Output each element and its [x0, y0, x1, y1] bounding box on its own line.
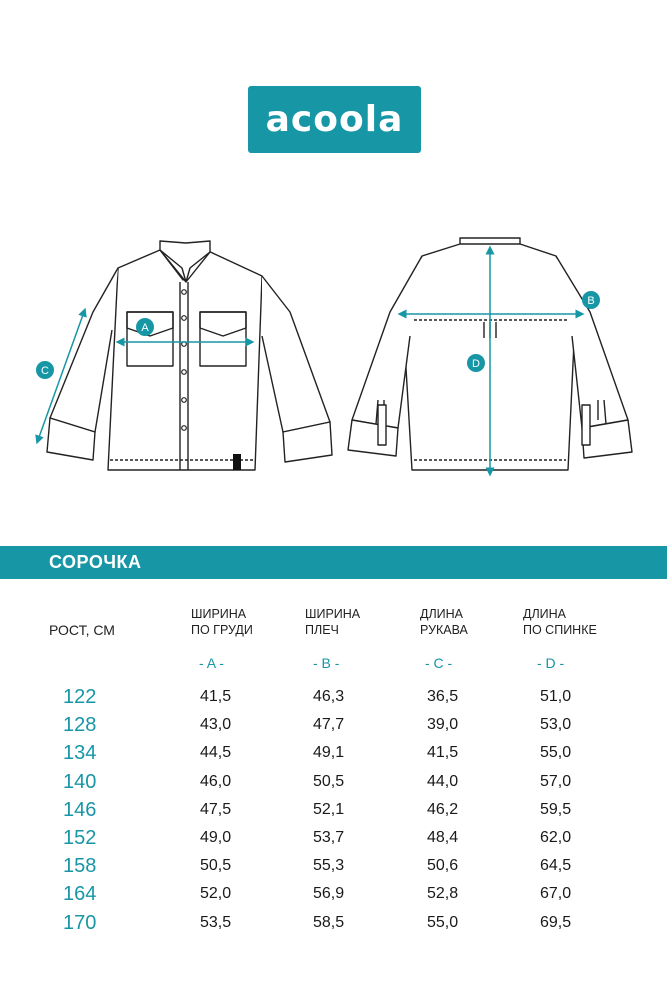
column-header-chest — [191, 606, 253, 638]
value-cell: 52,8 — [427, 885, 459, 903]
shirt-front-view — [47, 241, 332, 470]
badge-c-label: C — [41, 365, 49, 377]
value-cell: 58,5 — [313, 913, 345, 931]
section-title: СОРОЧКА — [49, 552, 142, 572]
badge-a-label: A — [141, 322, 149, 334]
value-cell: 44,0 — [427, 772, 459, 790]
column-code-a: - A - — [199, 655, 224, 671]
value-cell: 36,5 — [427, 688, 459, 705]
value-cell: 59,5 — [540, 800, 572, 818]
value-cell: 46,2 — [427, 800, 459, 818]
size-cell: 170 — [63, 911, 97, 934]
value-cell: 41,5 — [200, 688, 232, 705]
value-cell: 47,7 — [313, 716, 345, 734]
column-code-b: - B - — [313, 655, 340, 671]
column-header-line2: ПЛЕЧ — [305, 623, 339, 637]
value-cell: 52,1 — [313, 800, 345, 818]
value-cell: 55,0 — [540, 744, 572, 762]
column-header-line1: ДЛИНА — [420, 607, 464, 621]
column-header-line2: ПО ГРУДИ — [191, 623, 253, 637]
value-cell: 49,1 — [313, 744, 345, 762]
value-cell: 39,0 — [427, 716, 459, 734]
badge-b-label: B — [587, 295, 595, 307]
column-header-line2: ПО СПИНКЕ — [523, 623, 597, 637]
brand-logo — [248, 86, 421, 153]
size-column — [63, 683, 96, 937]
value-cell: 44,5 — [200, 744, 232, 762]
garment-drawings — [0, 225, 667, 495]
column-code-d: - D - — [537, 655, 565, 671]
back-length-column — [540, 683, 571, 937]
value-cell: 51,0 — [540, 688, 572, 705]
value-cell: 53,7 — [313, 828, 345, 846]
value-cell: 46,0 — [200, 772, 232, 790]
sleeve-length-column — [427, 683, 458, 937]
column-header-sleeve — [420, 606, 468, 638]
value-cell: 50,6 — [427, 857, 459, 875]
shoulder-width-column — [313, 683, 344, 937]
size-cell: 164 — [63, 883, 97, 906]
value-cell: 69,5 — [540, 913, 572, 931]
value-cell: 57,0 — [540, 772, 572, 790]
value-cell: 50,5 — [200, 857, 232, 875]
value-cell: 56,9 — [313, 885, 345, 903]
size-cell: 152 — [63, 826, 97, 849]
column-header-line1: ШИРИНА — [305, 607, 361, 621]
column-code-c: - C - — [425, 655, 453, 671]
value-cell: 55,0 — [427, 913, 459, 931]
chest-width-column — [200, 683, 231, 937]
size-cell: 134 — [63, 742, 97, 765]
value-cell: 67,0 — [540, 885, 572, 903]
value-cell: 53,5 — [200, 913, 232, 931]
size-cell: 128 — [63, 714, 97, 737]
value-cell: 46,3 — [313, 688, 345, 705]
value-cell: 52,0 — [200, 885, 232, 903]
value-cell: 64,5 — [540, 857, 572, 875]
column-header-line1: ШИРИНА — [191, 607, 247, 621]
value-cell: 47,5 — [200, 800, 232, 818]
column-header-back-length — [523, 606, 597, 638]
value-cell: 53,0 — [540, 716, 572, 734]
value-cell: 49,0 — [200, 828, 232, 846]
value-cell: 48,4 — [427, 828, 459, 846]
value-cell: 50,5 — [313, 772, 345, 790]
value-cell: 43,0 — [200, 716, 232, 734]
badge-d-label: D — [472, 358, 480, 370]
size-cell: 122 — [63, 686, 97, 708]
size-cell: 146 — [63, 798, 97, 821]
value-cell: 62,0 — [540, 828, 572, 846]
section-banner — [0, 546, 667, 579]
value-cell: 55,3 — [313, 857, 345, 875]
size-cell: 158 — [63, 855, 97, 878]
brand-logo-text: acoola — [265, 98, 404, 140]
value-cell: 41,5 — [427, 744, 459, 762]
size-cell: 140 — [63, 770, 97, 793]
column-header-line1: ДЛИНА — [523, 607, 567, 621]
column-header-shoulders — [305, 606, 360, 638]
column-header-line2: РУКАВА — [420, 623, 468, 637]
height-header: РОСТ, СМ — [49, 622, 115, 638]
